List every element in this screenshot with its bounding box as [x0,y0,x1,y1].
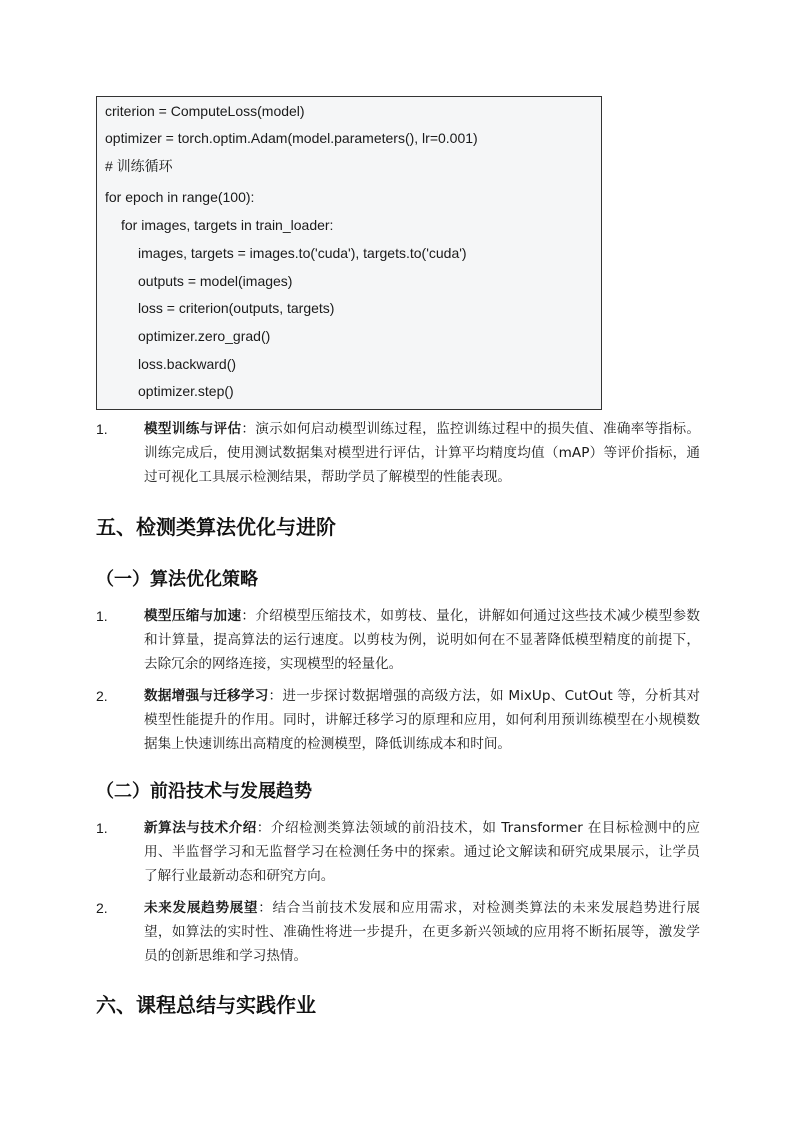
code-line: outputs = model(images) [138,273,293,289]
list-item-body: ：结合当前技术发展和应用需求，对检测类算法的未来发展趋势进行展望，如算法的实时性、准确性将进一步提升，在更多新兴领域的应用将不断拓展等，激发学员的创新思维和学习热情。 [144,900,701,964]
subsection-heading: （二）前沿技术与发展趋势 [96,781,312,802]
code-block [96,96,602,410]
code-comment: # 训练循环 [105,158,173,174]
code-line: criterion = ComputeLoss(model) [105,103,305,119]
list-item-body: ：介绍检测类算法领域的前沿技术，如 Transformer 在目标检测中的应用、半监督学习和无监督学习在检测任务中的探索。通过论文解读和研究成果展示，让学员了解行业最新动态和研究方向。 [144,820,700,884]
list-item-body: ：演示如何启动模型训练过程，监控训练过程中的损失值、准确率等指标。训练完成后，使用测试数据集对模型进行评估，计算平均精度均值（mAP）等评价指标，通过可视化工具展示检测结果，帮助学员了解模型的性能表现。 [144,421,701,485]
list-item-title: 未来发展趋势展望 [144,900,259,916]
list-item-body: ：介绍模型压缩技术，如剪枝、量化，讲解如何通过这些技术减少模型参数和计算量，提高算法的运行速度。以剪枝为例，说明如何在不显著降低模型精度的前提下，去除冗余的网络连接，实现模型的轻量化。 [144,608,701,672]
list-number: 1. [96,820,108,836]
list-number: 1. [96,421,108,437]
list-text [144,896,700,968]
list-item-title: 新算法与技术介绍 [144,820,257,836]
list-text [144,604,700,676]
section-heading: 五、检测类算法优化与进阶 [96,515,336,539]
code-line: optimizer.zero_grad() [138,328,271,344]
code-line: loss.backward() [138,356,237,372]
list-number: 1. [96,608,108,624]
subsection-heading: （一）算法优化策略 [96,569,258,590]
code-line: for images, targets in train_loader: [121,217,334,233]
code-line: loss = criterion(outputs, targets) [138,300,335,316]
section-heading: 六、课程总结与实践作业 [96,993,316,1017]
list-number: 2. [96,900,108,916]
code-line: optimizer = torch.optim.Adam(model.parameters(), lr=0.001) [105,130,478,146]
list-number: 2. [96,688,108,704]
list-item-title: 模型压缩与加速 [144,608,242,624]
code-line: optimizer.step() [138,383,234,399]
list-text [144,417,700,489]
list-text [144,684,700,756]
list-item-title: 模型训练与评估 [144,421,242,437]
code-line: for epoch in range(100): [105,189,255,205]
list-item-body: ：进一步探讨数据增强的高级方法，如 MixUp、CutOut 等，分析其对模型性能提升的作用。同时，讲解迁移学习的原理和应用，如何利用预训练模型在小规模数据集上快速训练出高精度的检测模型，降低训练成本和时间。 [144,688,700,752]
list-text [144,816,700,888]
code-line: images, targets = images.to('cuda'), targets.to('cuda') [138,245,467,261]
list-item-title: 数据增强与迁移学习 [144,688,269,704]
